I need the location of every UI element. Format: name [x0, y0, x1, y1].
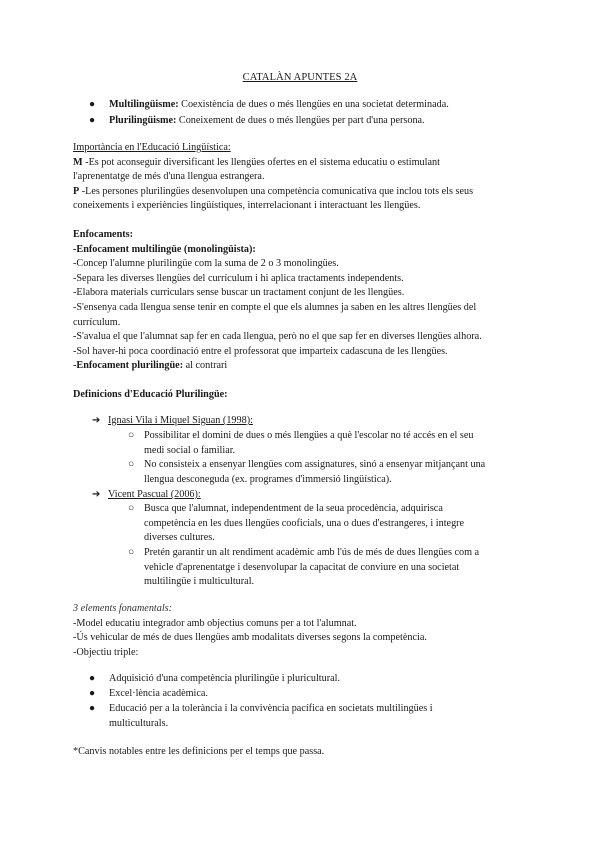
paragraph-line: Adquisició d'una competència plurilingüe i pluricultural.	[109, 673, 340, 684]
paragraph-line: competència en les dues llengües cooficials, una o dues d'estrangeres, i integre	[144, 517, 465, 529]
term-definition: Coexistència de dues o més llengües en una societat determinada.	[178, 99, 449, 110]
paragraph-line: -Les persones plurilingües desenvolupen una competència comunicativa que inclou tots els seus	[79, 185, 474, 197]
paragraph-line: -Separa les diverses llengües del currículum i hi aplica tractaments independents.	[73, 272, 404, 284]
paragraph-line: multiculturals.	[109, 717, 169, 729]
paragraph-line: No consisteix a ensenyar llengües com assignatures, sinó a ensenyar mitjançant una	[144, 459, 486, 470]
paragraph-line: -Elabora materials curriculars sense buscar un tractament conjunt de les llengües.	[73, 287, 405, 299]
approaches-section	[73, 228, 528, 374]
term-label: Plurilingüisme:	[109, 115, 177, 126]
paragraph-line: currículum.	[73, 316, 121, 328]
paragraph-line: Educació per a la tolerància i la convivència pacífica en societats multilingües i	[109, 703, 433, 714]
bullet-icon: ●	[89, 673, 96, 684]
paragraph-line: -Model educatiu integrador amb objectius comuns per a tot l'alumnat.	[73, 617, 357, 629]
arrow-icon: ➔	[92, 415, 101, 426]
paragraph-line: -S'avalua el que l'alumnat sap fer en cada llengua, però no el que sap fer en diverses llengües alhora.	[73, 331, 482, 343]
paragraph-line: Pretén garantir un alt rendiment acadèmic amb l'ús de més de dues llengües com a	[144, 547, 480, 558]
paragraph-line: -Objectiu triple:	[73, 646, 139, 658]
paragraph-line: Excel·lència acadèmica.	[109, 688, 208, 699]
term-label: Multilingüisme:	[109, 99, 179, 110]
bullet-icon: ●	[89, 688, 96, 699]
author-name: Vicent Pascual (2006):	[108, 489, 201, 500]
importance-section	[73, 141, 528, 214]
section-heading: Importància en l'Educació Lingüística:	[73, 142, 231, 153]
paragraph-line: multilingüe i multicultural.	[144, 576, 255, 588]
bullet-icon: ●	[89, 703, 96, 714]
p-label: P	[73, 185, 80, 197]
elements-section	[73, 602, 528, 660]
author-item	[92, 488, 201, 503]
author-name: Ignasi Vila i Miquel Siguan (1998):	[108, 415, 253, 426]
paragraph-line: Busca que l'alumnat, independentment de la seua procedència, adquirisca	[144, 503, 443, 514]
circle-bullet-icon: ○	[128, 459, 135, 470]
bullet-icon: ●	[89, 99, 96, 110]
footnote: *Canvis notables entre les definicions per el temps que passa.	[73, 746, 325, 757]
bullet-icon: ●	[89, 115, 96, 126]
document-title: CATALÀN APUNTES 2A	[242, 72, 358, 83]
section-heading: Definicions d'Educació Plurilingüe:	[73, 389, 228, 400]
paragraph-line: coneixements i experiències lingüístiques, interrelacionant i interactuant les llengües.	[73, 200, 421, 212]
paragraph-line: -Es pot aconseguir diversificant les llengües ofertes en el sistema educatiu o estimulant	[82, 156, 440, 168]
paragraph-line: -Concep l'alumne plurilingüe com la suma de 2 o 3 monolingües.	[73, 258, 339, 270]
circle-bullet-icon: ○	[128, 430, 135, 441]
paragraph-line: Possibilitar el domini de dues o més llengües a què l'escolar no té accés en el seu	[144, 430, 474, 441]
paragraph-line: diverses cultures.	[144, 532, 215, 544]
section-heading: Enfocaments:	[73, 229, 133, 240]
term-definition: Coneixement de dues o més llengües per part d'una persona.	[176, 115, 425, 126]
paragraph-line: -Sol haver-hi poca coordinació entre el professorat que imparteix cadascuna de les llengües.	[73, 345, 448, 357]
paragraph-line: llengua desconeguda (ex. programes d'immersió lingüística).	[144, 473, 392, 485]
subsection-heading: -Enfocament multilingüe (monolingüista):	[73, 243, 256, 255]
paragraph-line: -Ús vehicular de més de dues llengües amb modalitats diverses segons la competència.	[73, 632, 427, 644]
m-label: M	[73, 156, 83, 168]
paragraph-line: l'aprenentatge de més d'una llengua estrangera.	[73, 171, 265, 183]
paragraph-line: vehicle d'aprenentatge i desenvolupar la capacitat de conviure en una societat	[144, 561, 460, 573]
circle-bullet-icon: ○	[128, 503, 135, 514]
paragraph-line: medi social o familiar.	[144, 444, 236, 456]
section-heading: 3 elements fonamentals:	[73, 603, 173, 614]
arrow-icon: ➔	[92, 489, 101, 500]
circle-bullet-icon: ○	[128, 547, 135, 558]
author-item	[92, 414, 253, 429]
pluri-label: -Enfocament plurilingüe:	[73, 360, 184, 372]
paragraph-line: -S'ensenya cada llengua sense tenir en compte el que els alumnes ja saben en les altres llengües del	[73, 301, 477, 313]
paragraph-line: al contrari	[183, 360, 228, 372]
